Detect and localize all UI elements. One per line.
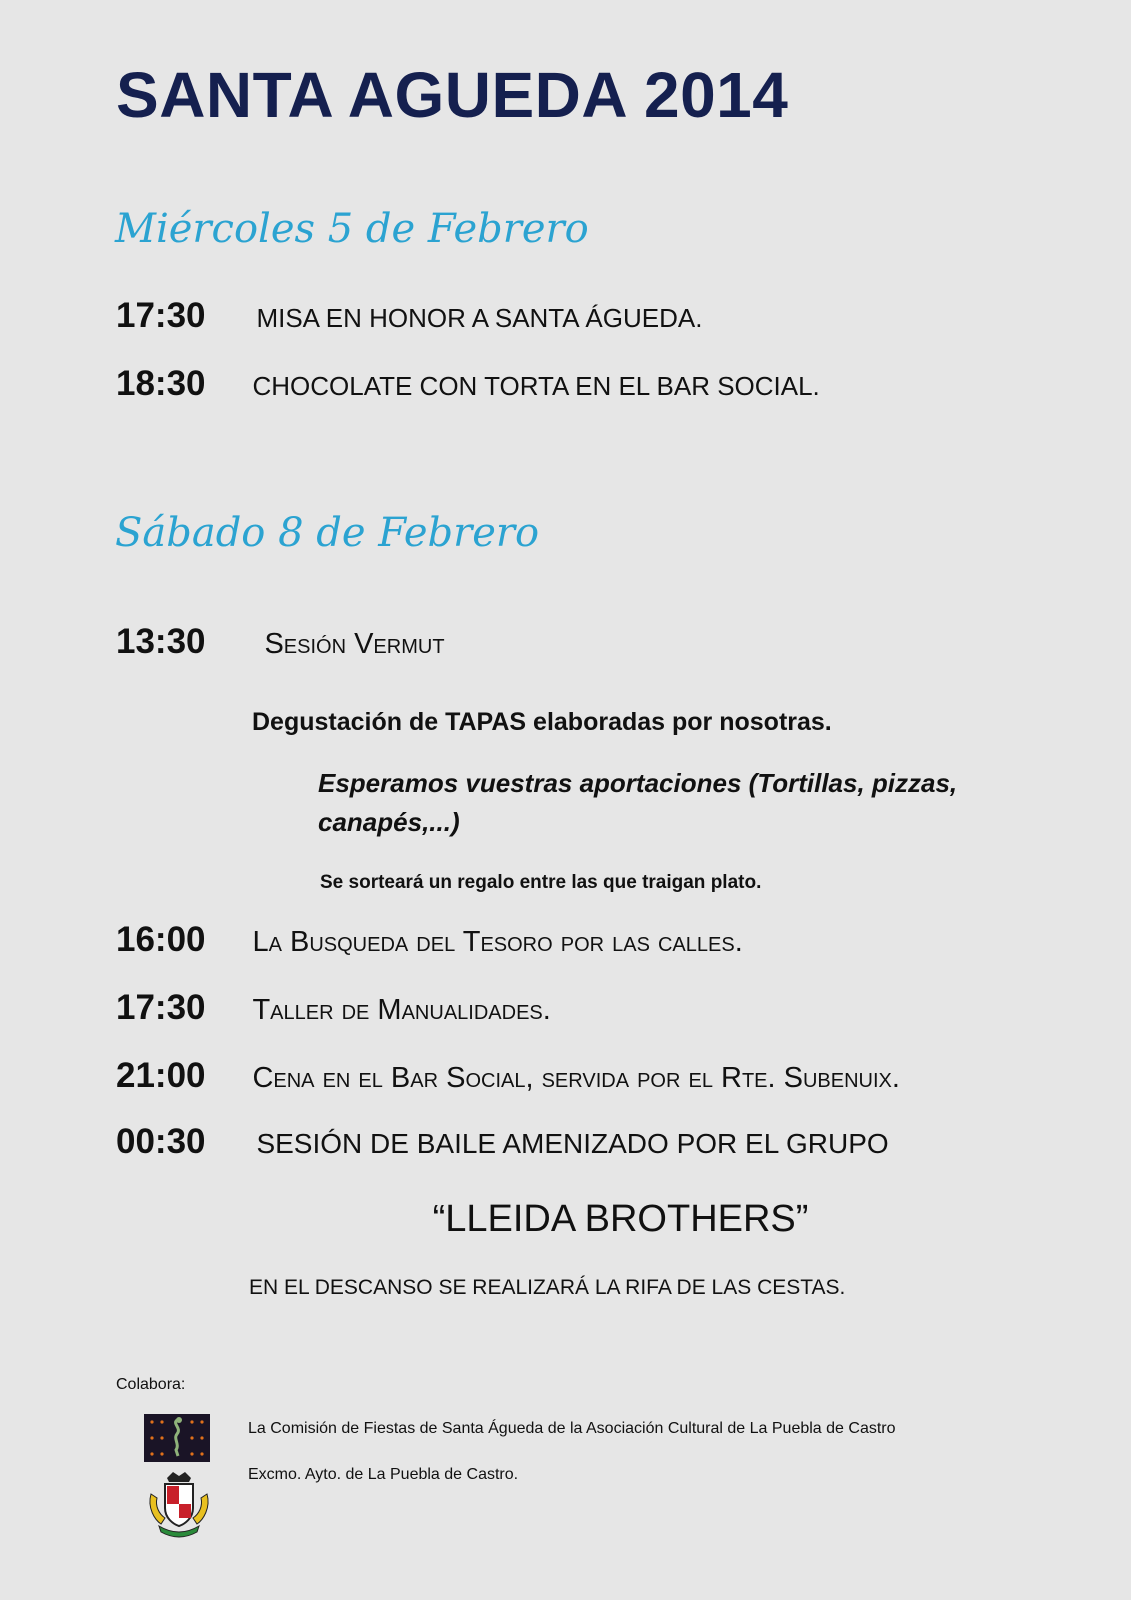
day2-event-vermut (116, 622, 445, 662)
event-text: SESIÓN DE BAILE AMENIZADO POR EL GRUPO (256, 1128, 889, 1159)
event-time: 21:00 (116, 1056, 206, 1095)
descanso-text: EN EL DESCANSO SE REALIZARÁ LA RIFA DE LAS CESTAS. (249, 1276, 846, 1299)
day1-heading: Miércoles 5 de Febrero (115, 206, 589, 252)
day2-event-baile (116, 1122, 889, 1162)
tapas-text: Degustación de TAPAS elaboradas por nosotras. (252, 708, 832, 736)
event-time: 00:30 (116, 1122, 206, 1161)
day2-event-1 (116, 920, 743, 960)
event-time: 17:30 (116, 296, 206, 335)
credit-ayuntamiento: Excmo. Ayto. de La Puebla de Castro. (248, 1466, 519, 1483)
event-time: 16:00 (116, 920, 206, 959)
comision-logo-icon (144, 1414, 210, 1462)
event-text: MISA EN HONOR A SANTA ÁGUEDA. (256, 303, 703, 333)
day2-heading: Sábado 8 de Febrero (115, 510, 540, 556)
event-text: Taller de Manualidades. (252, 994, 551, 1026)
day1-event-2 (116, 364, 820, 404)
escudo-ayuntamiento-icon (145, 1468, 213, 1540)
event-text: Sesión Vermut (264, 628, 445, 660)
event-text: La Busqueda del Tesoro por las calles. (252, 926, 743, 958)
day2-event-3 (116, 1056, 900, 1096)
day1-event-1 (116, 296, 702, 336)
band-name: “LLEIDA BROTHERS” (432, 1198, 809, 1240)
event-time: 18:30 (116, 364, 206, 403)
poster-title: SANTA AGUEDA 2014 (116, 59, 789, 131)
credit-comision: La Comisión de Fiestas de Santa Águeda de la Asociación Cultural de La Puebla de Castro (248, 1420, 896, 1437)
event-text: CHOCOLATE CON TORTA EN EL BAR SOCIAL. (252, 371, 820, 401)
day2-event-2 (116, 988, 551, 1028)
colabora-label: Colabora: (116, 1376, 186, 1393)
esperamos-text: Esperamos vuestras aportaciones (Tortillas, pizzas, canapés,...) (318, 768, 958, 837)
event-time: 17:30 (116, 988, 206, 1027)
sorteo-text: Se sorteará un regalo entre las que traigan plato. (320, 872, 762, 893)
event-time: 13:30 (116, 622, 206, 661)
event-text: Cena en el Bar Social, servida por el Rte. Subenuix. (252, 1062, 900, 1094)
